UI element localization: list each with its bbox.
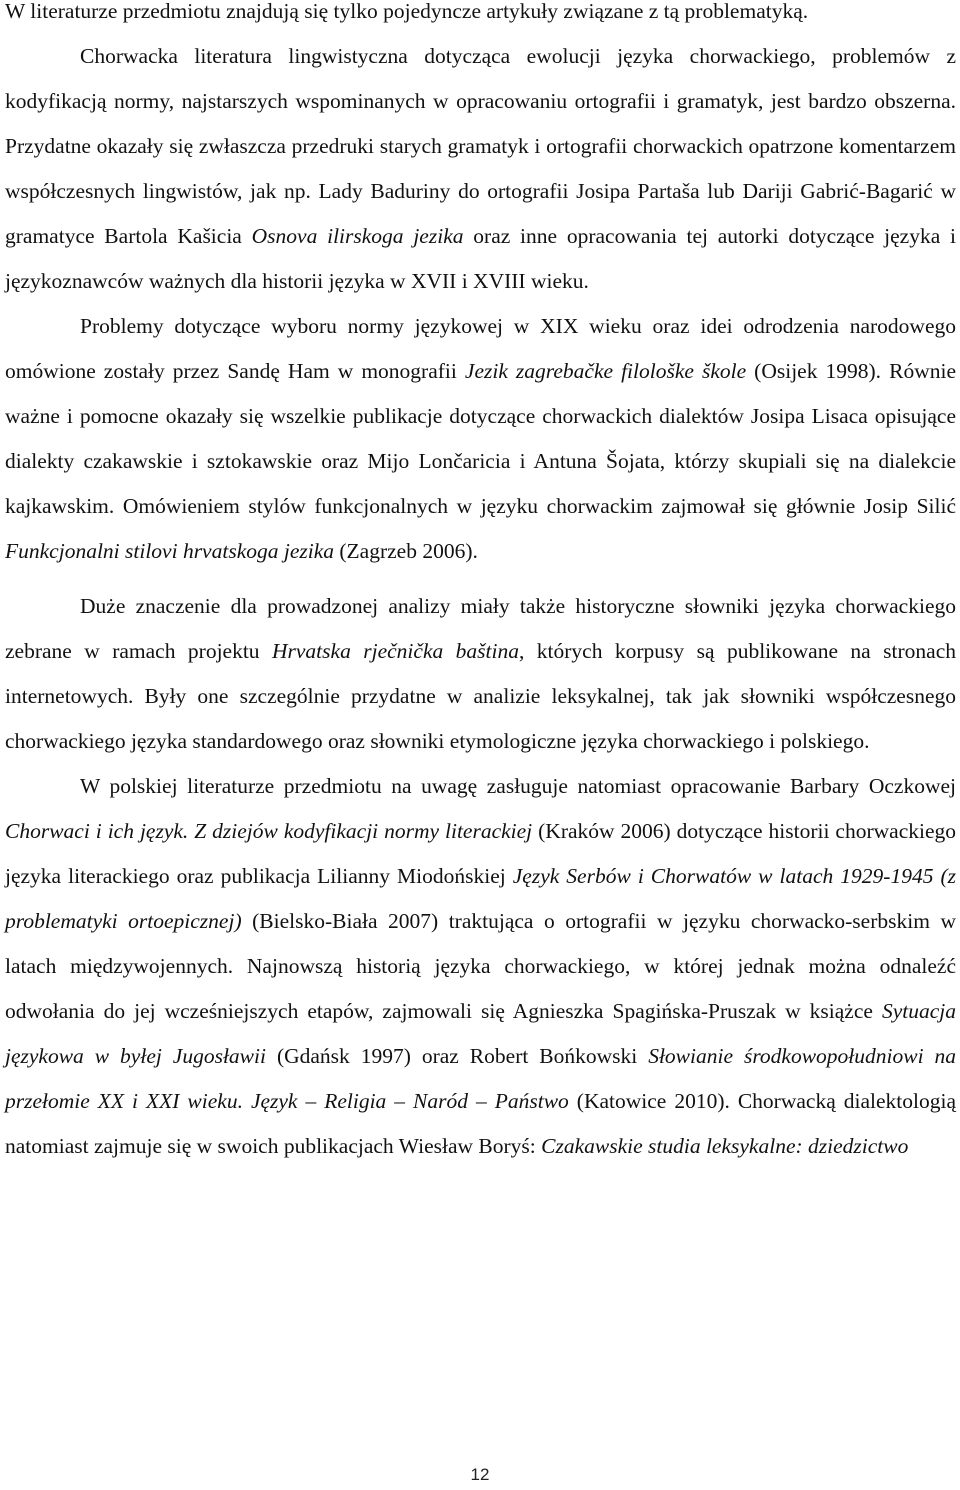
text-run: Problemy dotyczące wyboru normy językowej w XIX wieku oraz idei odrodzenia narodowego omówione zostały przez Sandę Ham w monografii: [5, 314, 956, 383]
text-run: (Kraków 2006) dotyczące historii chorwackiego języka literackiego oraz publikacja Lilianny Miodońskiej: [5, 819, 956, 888]
italic-title: Hrvatska rječnička baština: [272, 639, 519, 663]
paragraph: [5, 304, 956, 574]
page-number: 12: [470, 1465, 490, 1484]
italic-title: Słowianie środkowopołudniowi na przełomie XX i XXI wieku. Język – Religia – Naród – Państwo: [5, 1044, 956, 1113]
italic-title: Czakawskie studia leksykalne: dziedzictwo: [541, 1134, 909, 1158]
paragraph: [5, 34, 956, 304]
text-run: (Osijek 1998). Równie ważne i pomocne okazały się wszelkie publikacje dotyczące chorwackich dialektów Josipa Lisaca opisujące dialekty czakawskie i sztokawskie oraz Mijo Lončaricia i Antuna Šojata, którzy skupiali się na dialekcie kajkawskim. Omówieniem stylów funkcjonalnych w języku chorwackim zajmował się głównie Josip Silić: [5, 359, 956, 518]
text-run: (Gdańsk 1997) oraz Robert Bońkowski: [265, 1044, 649, 1068]
italic-title: Język Serbów i Chorwatów w latach 1929-1945 (z problematyki ortoepicznej): [5, 864, 956, 933]
italic-title: Sytuacja językowa w byłej Jugosławii: [5, 999, 956, 1068]
text-run: Chorwacka literatura lingwistyczna dotycząca ewolucji języka chorwackiego, problemów z kodyfikacją normy, najstarszych wspominanych w opracowaniu ortografii i gramatyk, jest bardzo obszerna. Przydatne okazały się zwłaszcza przedruki starych gramatyk i ortografii chorwackich opatrzone komentarzem współczesnych lingwistów, jak np. Lady Baduriny do ortografii Josipa Partaša lub Dariji Gabrić-Bagarić w gramatyce Bartola Kašicia: [5, 44, 956, 248]
text-run: (Bielsko-Biała 2007) traktująca o ortografii w języku chorwacko-serbskim w latach międzywojennych. Najnowszą historią języka chorwackiego, w której jednak można odnaleźć odwołania do jej wcześniejszych etapów, zajmowali się Agnieszka Spagińska-Pruszak w książce: [5, 909, 956, 1023]
text-run: , których korpusy są publikowane na stronach internetowych. Były one szczególnie przydatne w analizie leksykalnej, tak jak słowniki współczesnego chorwackiego języka standardowego oraz słowniki etymologiczne języka chorwackiego i polskiego.: [5, 639, 956, 753]
text-run: Duże znaczenie dla prowadzonej analizy miały także historyczne słowniki języka chorwackiego zebrane w ramach projektu: [5, 594, 956, 663]
body-text: [5, 0, 956, 1169]
italic-title: Chorwaci i ich język. Z dziejów kodyfikacji normy literackiej: [5, 819, 533, 843]
italic-title: Funkcjonalni stilovi hrvatskoga jezika: [5, 539, 335, 563]
italic-title: Osnova ilirskoga jezika: [251, 224, 464, 248]
italic-title: Jezik zagrebačke filološke škole: [464, 359, 747, 383]
text-run: (Katowice 2010). Chorwacką dialektologią natomiast zajmuje się w swoich publikacjach Wiesław Boryś:: [5, 1089, 956, 1158]
text-run: (Zagrzeb 2006).: [334, 539, 478, 563]
text-run: W polskiej literaturze przedmiotu na uwagę zasługuje natomiast opracowanie Barbary Oczkowej: [80, 774, 956, 798]
paragraph: [5, 0, 956, 34]
paragraph: [5, 764, 956, 1169]
paragraph: [5, 584, 956, 764]
text-run: W literaturze przedmiotu znajdują się tylko pojedyncze artykuły związane z tą problematyką.: [5, 0, 809, 23]
text-run: oraz inne opracowania tej autorki dotyczące języka i językoznawców ważnych dla historii języka w XVII i XVIII wieku.: [5, 224, 957, 293]
